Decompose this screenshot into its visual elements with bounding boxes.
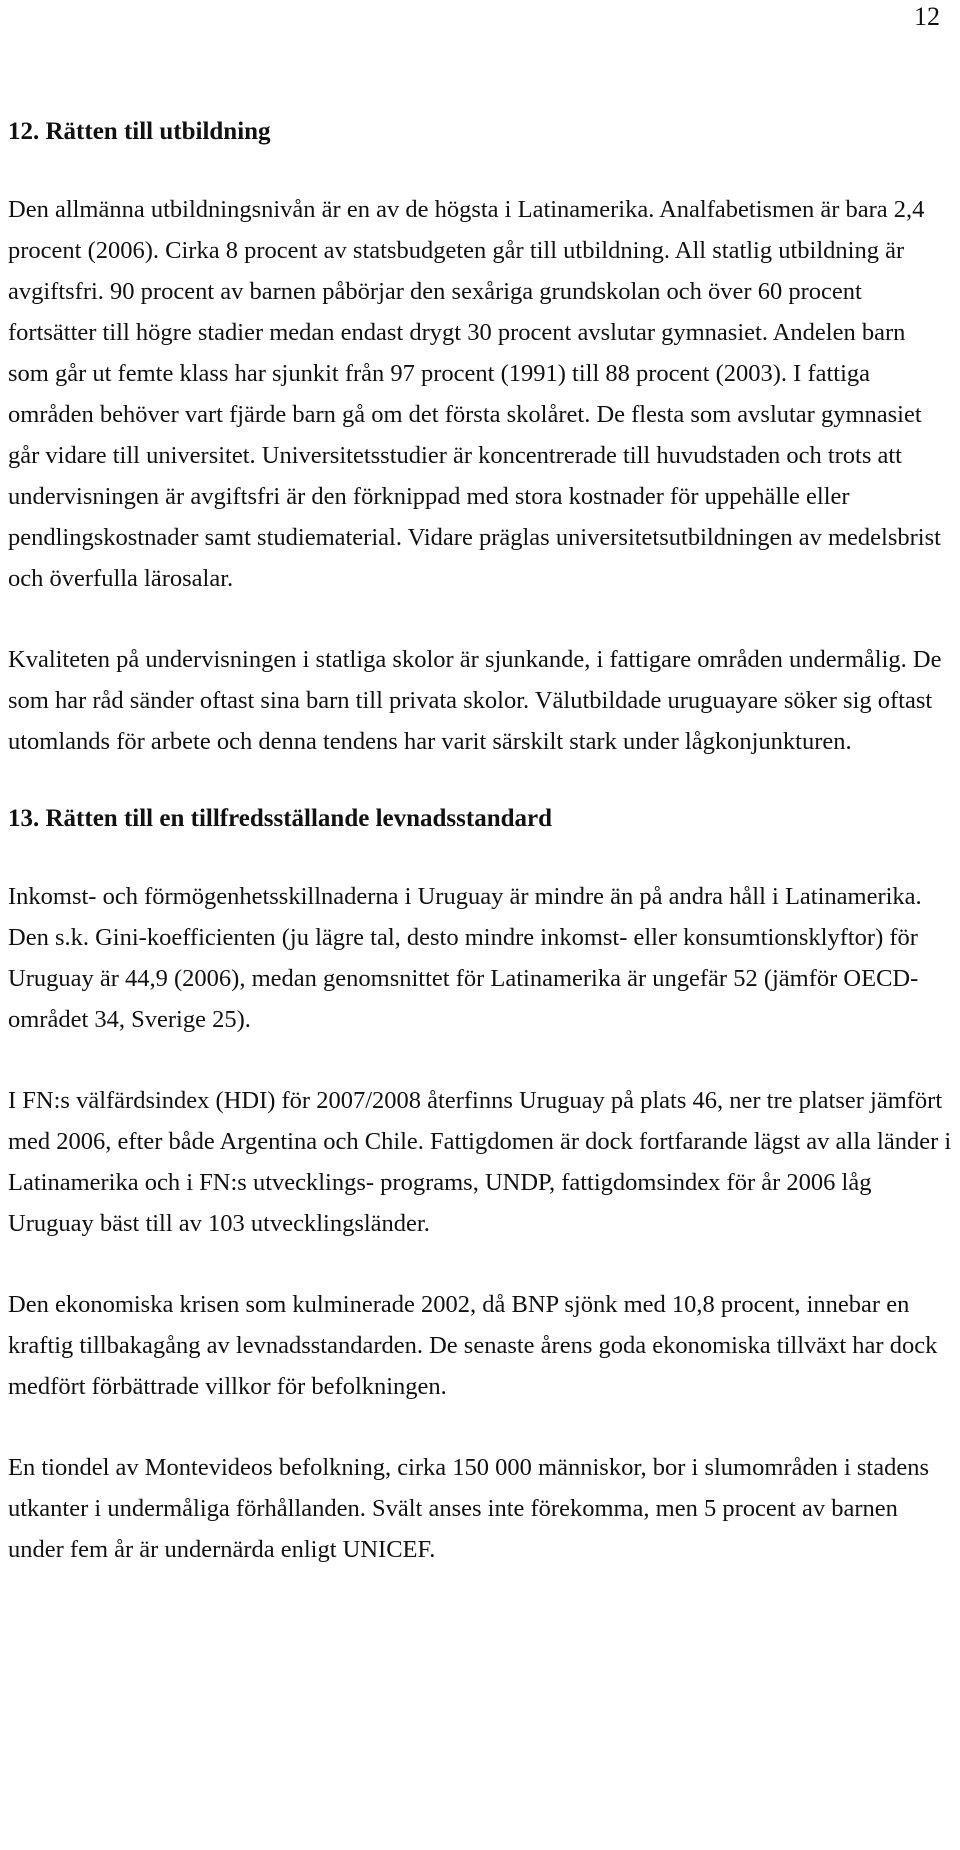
paragraph-hdi: I FN:s välfärdsindex (HDI) för 2007/2008 återfinns Uruguay på plats 46, ner tre platser jämfört med 2006, efter både Argentina och Chile. Fattigdomen är dock fortfarande lägst av alla länder i Latinamerika och i FN:s utvecklings- programs, UNDP, fattigdomsindex för år 2006 låg Uruguay bäst till av 103 utvecklingsländer. <box>8 1087 952 1237</box>
document-body <box>8 115 952 1570</box>
paragraph-income-inequality: Inkomst- och förmögenhetsskillnaderna i Uruguay är mindre än på andra håll i Latinamerika. Den s.k. Gini-koefficienten (ju lägre tal, desto mindre inkomst- eller konsumtionsklyftor) för Uruguay är 44,9 (2006), medan genomsnittet för Latinamerika är ungefär 52 (jämför OECD-området 34, Sverige 25). <box>8 883 922 1033</box>
page-number: 12 <box>914 2 940 31</box>
paragraph-education-overview: Den allmänna utbildningsnivån är en av de högsta i Latinamerika. Analfabetismen är bara 2,4 procent (2006). Cirka 8 procent av statsbudgeten går till utbildning. All statlig utbildning är avgiftsfri. 90 procent av barnen påbörjar den sexåriga grundskolan och över 60 procent fortsätter till högre stadier medan endast drygt 30 procent avslutar gymnasiet. Andelen barn som går ut femte klass har sjunkit från 97 procent (1991) till 88 procent (2003). I fattiga områden behöver vart fjärde barn gå om det första skolåret. De flesta som avslutar gymnasiet går vidare till universitet. Universitetsstudier är koncentrerade till huvudstaden och trots att undervisningen är avgiftsfri är den förknippad med stora kostnader för uppehälle eller pendlingskostnader samt studiematerial. Vidare präglas universitetsutbildningen av medelsbrist och överfulla lärosalar. <box>8 196 941 592</box>
paragraph-economic-crisis: Den ekonomiska krisen som kulminerade 2002, då BNP sjönk med 10,8 procent, innebar en kraftig tillbakagång av levnadsstandarden. De senaste årens goda ekonomiska tillväxt har dock medfört förbättrade villkor för befolkningen. <box>8 1291 938 1400</box>
section-heading-education: 12. Rätten till utbildning <box>8 118 271 145</box>
paragraph-montevideo-slums: En tiondel av Montevideos befolkning, cirka 150 000 människor, bor i slumområden i stadens utkanter i undermåliga förhållanden. Svält anses inte förekomma, men 5 procent av barnen under fem år är undernärda enligt UNICEF. <box>8 1454 930 1563</box>
section-heading-living-standard: 13. Rätten till en tillfredsställande levnadsstandard <box>8 805 553 832</box>
paragraph-education-quality: Kvaliteten på undervisningen i statliga skolor är sjunkande, i fattigare områden undermålig. De som har råd sänder oftast sina barn till privata skolor. Välutbildade uruguayare söker sig oftast utomlands för arbete och denna tendens har varit särskilt stark under lågkonjunkturen. <box>8 646 942 755</box>
